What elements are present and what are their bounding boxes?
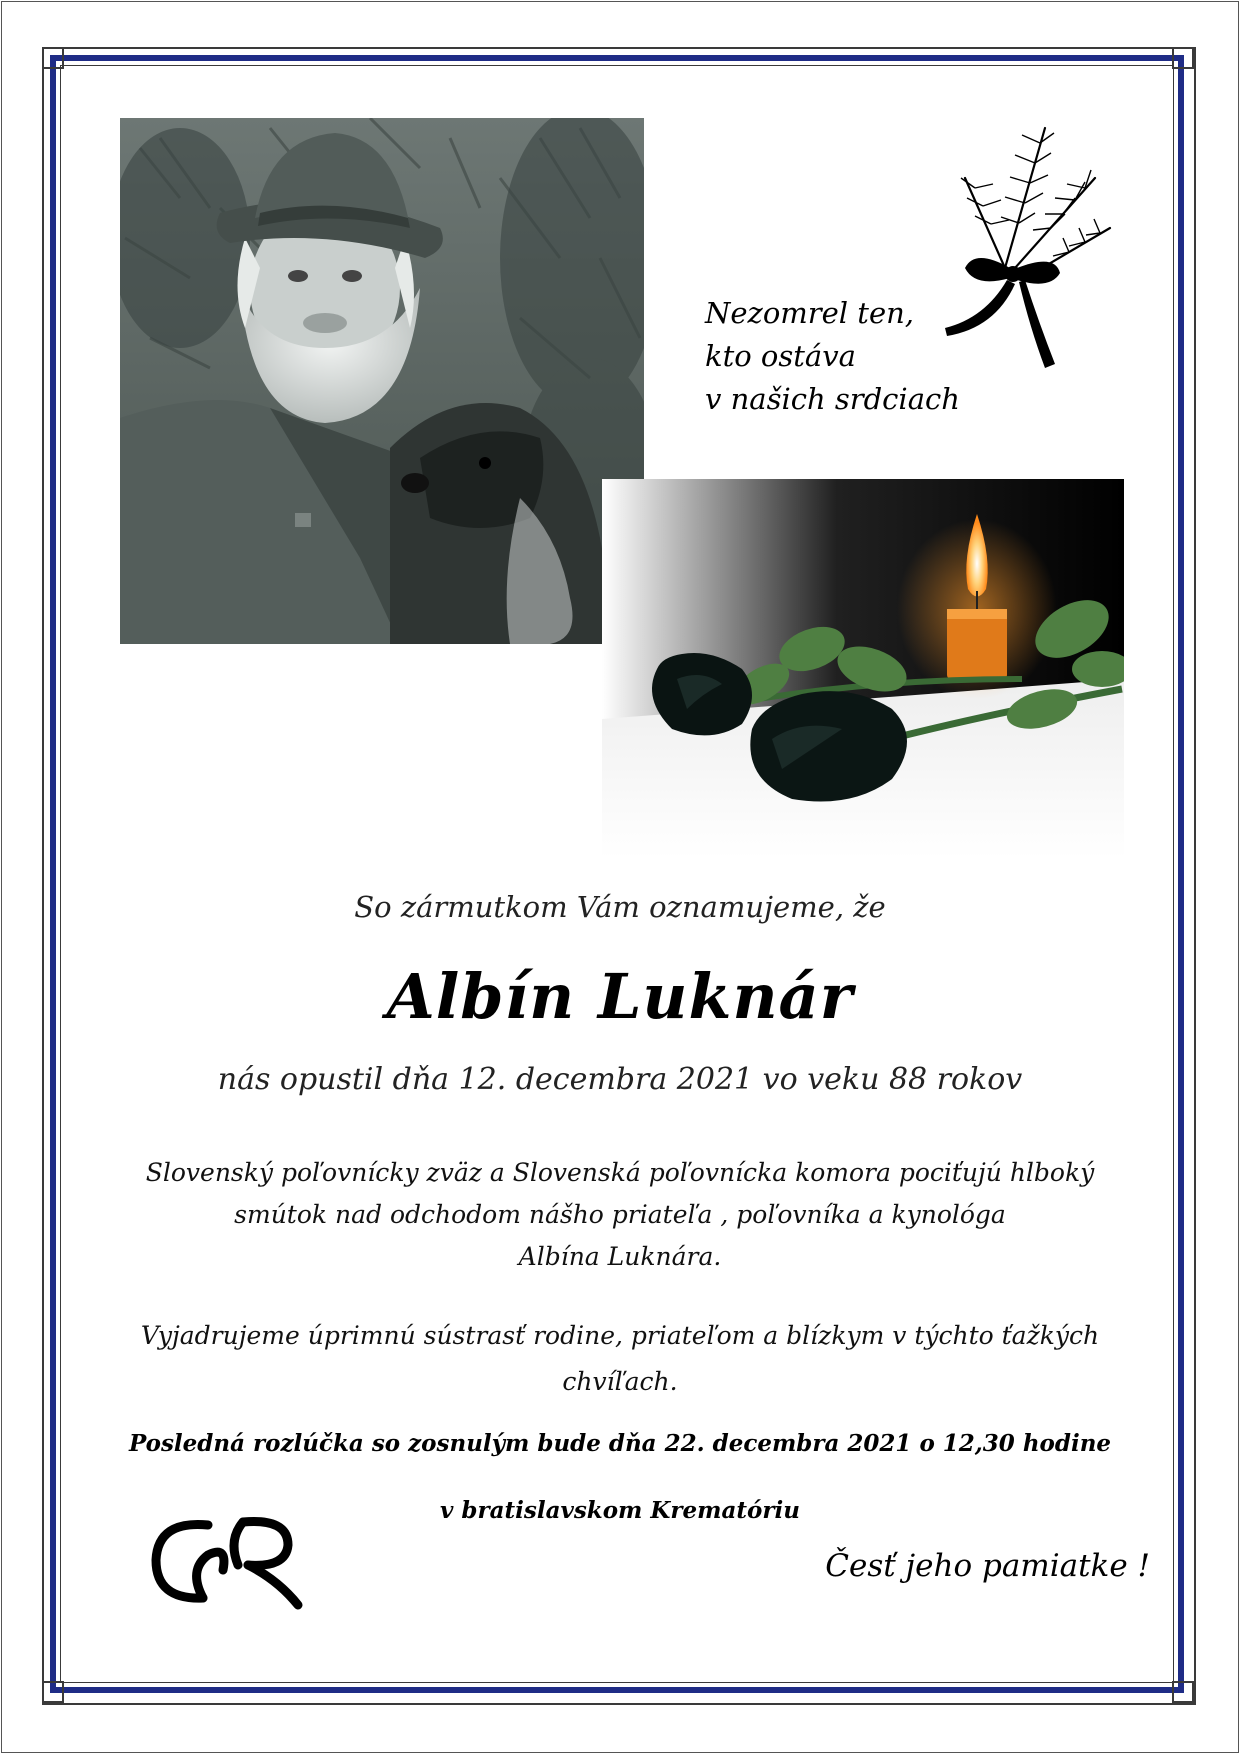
sympathy-paragraph [70,1313,1170,1405]
frame-corner-top-right [1172,47,1194,69]
closing-line: Česť jeho pamiatke ! [825,1548,1150,1584]
sympathy-line-2: chvíľach. [562,1367,678,1396]
quote-line-2: kto ostáva [705,339,856,373]
condolence-line-3: Albína Luknára. [518,1242,722,1271]
portrait-photo [120,118,644,644]
frame-corner-bottom-right [1172,1681,1194,1703]
condolence-line-2: smútok nad odchodom nášho priateľa , poľovníka a kynológa [234,1200,1006,1229]
quote-line-3: v našich srdciach [705,382,960,416]
farewell-info: Posledná rozlúčka so zosnulým bude dňa 22. decembra 2021 o 12,30 hodine [128,1430,1112,1457]
sympathy-line-1: Vyjadrujeme úprimnú sústrasť rodine, priateľom a blízkym v týchto ťažkých [140,1321,1100,1350]
candle-roses-photo [602,479,1124,859]
condolence-paragraph [70,1152,1170,1278]
frame-corner-top-left [42,47,64,69]
quote-line-1: Nezomrel ten, [705,296,915,330]
farewell-place: v bratislavskom Krematóriu [440,1497,800,1524]
passing-date: nás opustil dňa 12. decembra 2021 vo veku 88 rokov [217,1062,1023,1097]
deceased-name: Albín Luknár [386,960,854,1033]
condolence-line-1: Slovenský poľovnícky zväz a Slovenská poľovnícka komora pociťujú hlboký [145,1158,1095,1187]
announcement-intro: So zármutkom Vám oznamujeme, že [354,890,886,924]
monogram-icon [148,1510,308,1610]
memorial-quote [705,292,965,421]
frame-corner-bottom-left [42,1681,64,1703]
